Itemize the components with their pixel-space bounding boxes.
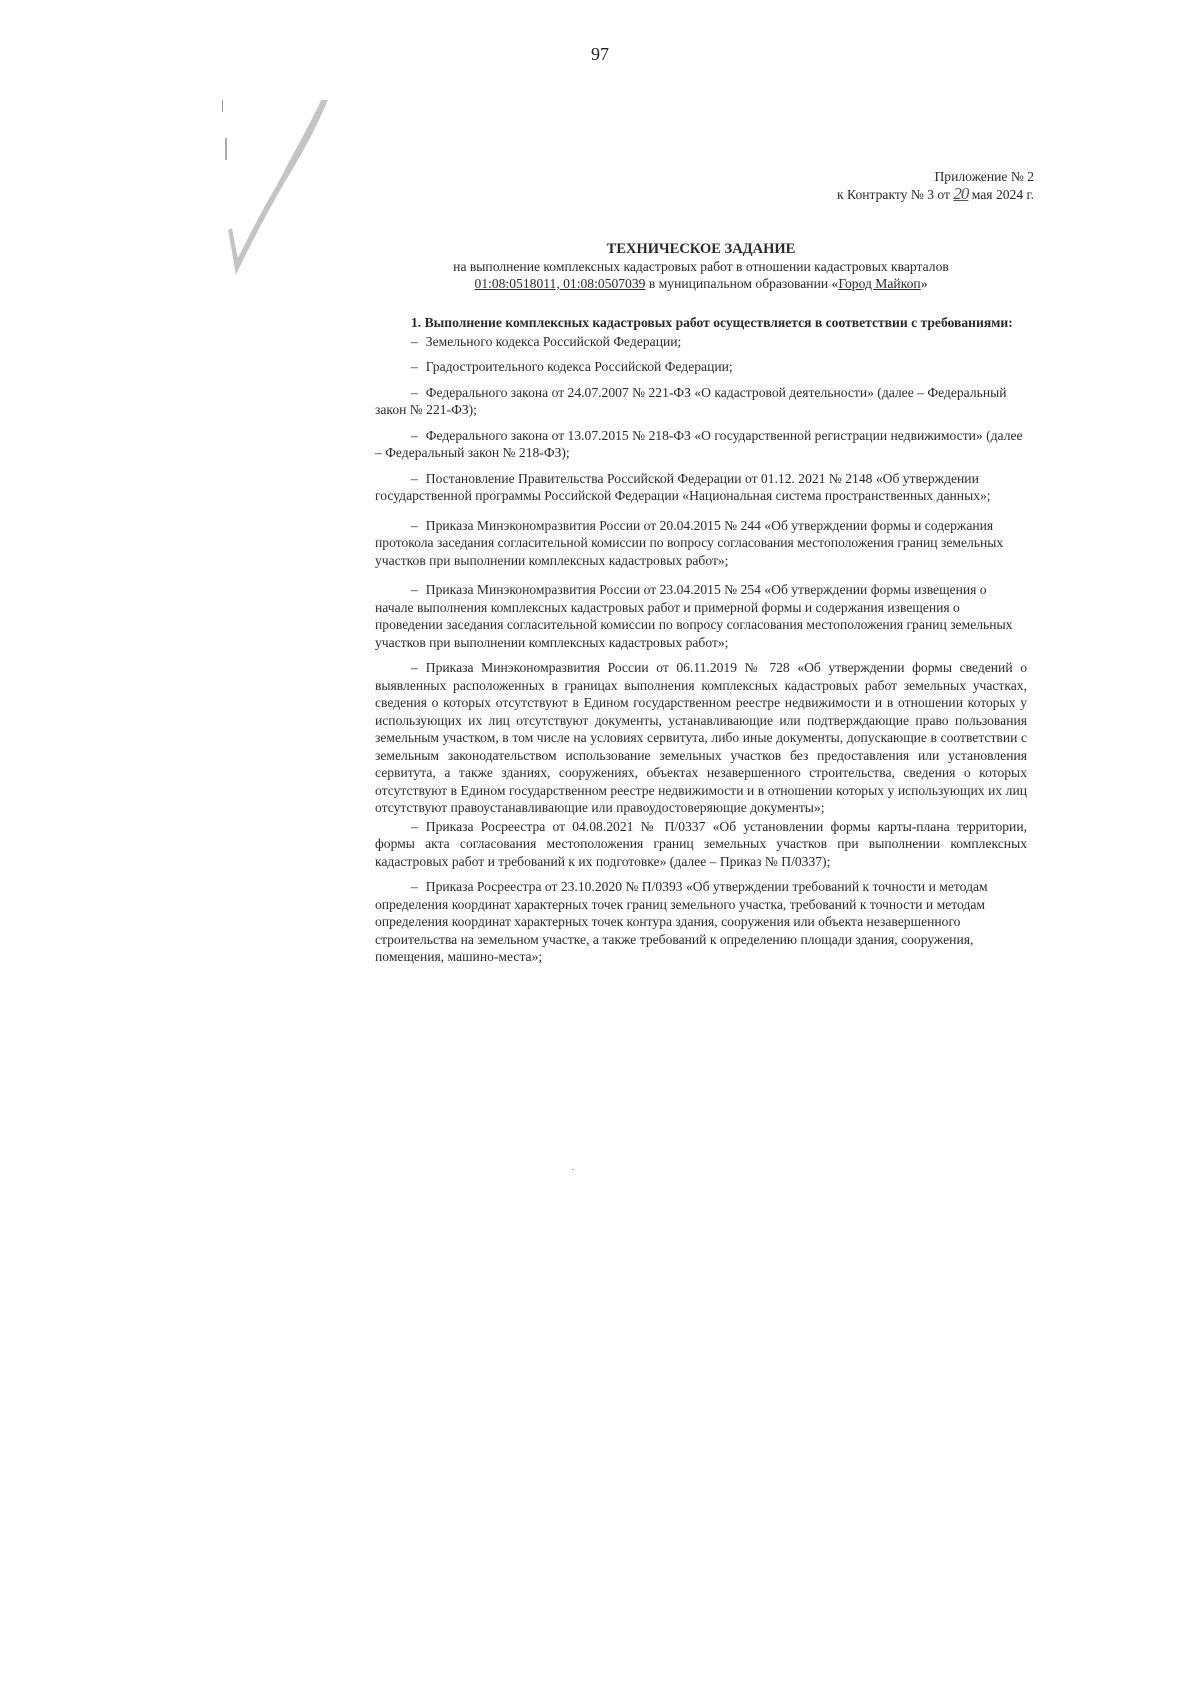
- page-number: 97: [591, 44, 609, 64]
- municipality-name: Город Майкоп: [838, 276, 921, 291]
- contract-text-post: мая 2024 г.: [971, 187, 1034, 202]
- handwritten-day: 20: [953, 184, 969, 203]
- list-item: – Градостроительного кодекса Российской Федерации;: [411, 359, 733, 374]
- list-item: – Приказа Росреестра от 23.10.2020 № П/0393 «Об утверждении требований к точности и методам определения координат характерных точек границ земельного участка, требований к точности и методам определения координат характерных точек контура здания, сооружения или объекта незавершенного строительства на земельном участке, а также требований к определению площади здания, сооружения, помещения, машино-места»;: [375, 879, 988, 964]
- title-subline: на выполнение комплексных кадастровых работ в отношении кадастровых кварталов: [453, 259, 949, 274]
- list-item: – Федерального закона от 24.07.2007 № 221-ФЗ «О кадастровой деятельности» (далее – Федеральный закон № 221-ФЗ);: [375, 384, 1007, 417]
- list-item: – Федерального закона от 13.07.2015 № 218-ФЗ «О государственной регистрации недвижимости» (далее – Федеральный закон № 218-ФЗ);: [375, 427, 1023, 460]
- title-quarters-line: [375, 275, 1027, 292]
- handwritten-checkmark-icon: [222, 100, 342, 300]
- stray-mark: ·: [571, 1162, 575, 1176]
- cadastral-quarters: 01:08:0518011, 01:08:0507039: [474, 276, 646, 291]
- title-block: [375, 241, 1027, 292]
- list-item: – Приказа Минэкономразвития России от 06.11.2019 № 728 «Об утверждении формы сведений о выявленных расположенных в границах выполнения комплексных кадастровых работ земельных участках, сведения о которых отсутствуют в Едином государственном реестре недвижимости и в отношении которых у использующих их лиц отсутствуют документы, устанавливающие или подтверждающие право пользования земельным участком, в том числе на условиях сервитута, либо иные документы, допускающие в соответствии с земельным законодательством использование земельных участков без предоставления или установления сервитута, а также зданиях, сооружениях, объектах незавершенного строительства, сведения о которых отсутствуют в Едином государственном реестре недвижимости и в отношении которых у использующих их лиц отсутствуют правоустанавливающие или правоудостоверяющие документы»;: [375, 660, 1027, 815]
- document-body: [375, 168, 1034, 966]
- list-item: – Земельного кодекса Российской Федерации;: [411, 333, 682, 349]
- list-item: – Приказа Минэкономразвития России от 20.04.2015 № 244 «Об утверждении формы и содержания протокола заседания согласительной комиссии по вопросу согласования местоположения границ земельных участков при выполнении комплексных кадастровых работ»;: [375, 517, 1004, 568]
- appendix-number: Приложение № 2: [934, 169, 1034, 184]
- list-item: – Приказа Росреестра от 04.08.2021 № П/0337 «Об установлении формы карты-плана территории, формы акта согласования местоположения границ земельных участков при выполнении комплексных кадастровых работ и требований к их подготовке» (далее – Приказ № П/0337);: [375, 818, 1027, 869]
- title-close-quote: »: [920, 276, 928, 291]
- contract-text-pre: к Контракту № 3 от: [837, 187, 950, 202]
- list-item: – Постановление Правительства Российской Федерации от 01.12. 2021 № 2148 «Об утверждении государственной программы Российской Федерации «Национальная система пространственных данных»;: [375, 470, 991, 503]
- document-title: ТЕХНИЧЕСКОЕ ЗАДАНИЕ: [606, 241, 796, 257]
- list-item: – Приказа Минэкономразвития России от 23.04.2015 № 254 «Об утверждении формы извещения о начале выполнения комплексных кадастровых работ и примерной формы и содержания извещения о проведении заседания согласительной комиссии по вопросу согласования местоположения границ земельных участков при выполнении комплексных кадастровых работ»;: [375, 582, 1013, 650]
- section-1-heading: 1. Выполнение комплексных кадастровых работ осуществляется в соответствии с требованиями:: [411, 315, 1013, 330]
- title-municipality-text: в муниципальном образовании «: [645, 276, 839, 291]
- appendix-header: [375, 168, 1034, 203]
- contract-reference: [375, 185, 1034, 203]
